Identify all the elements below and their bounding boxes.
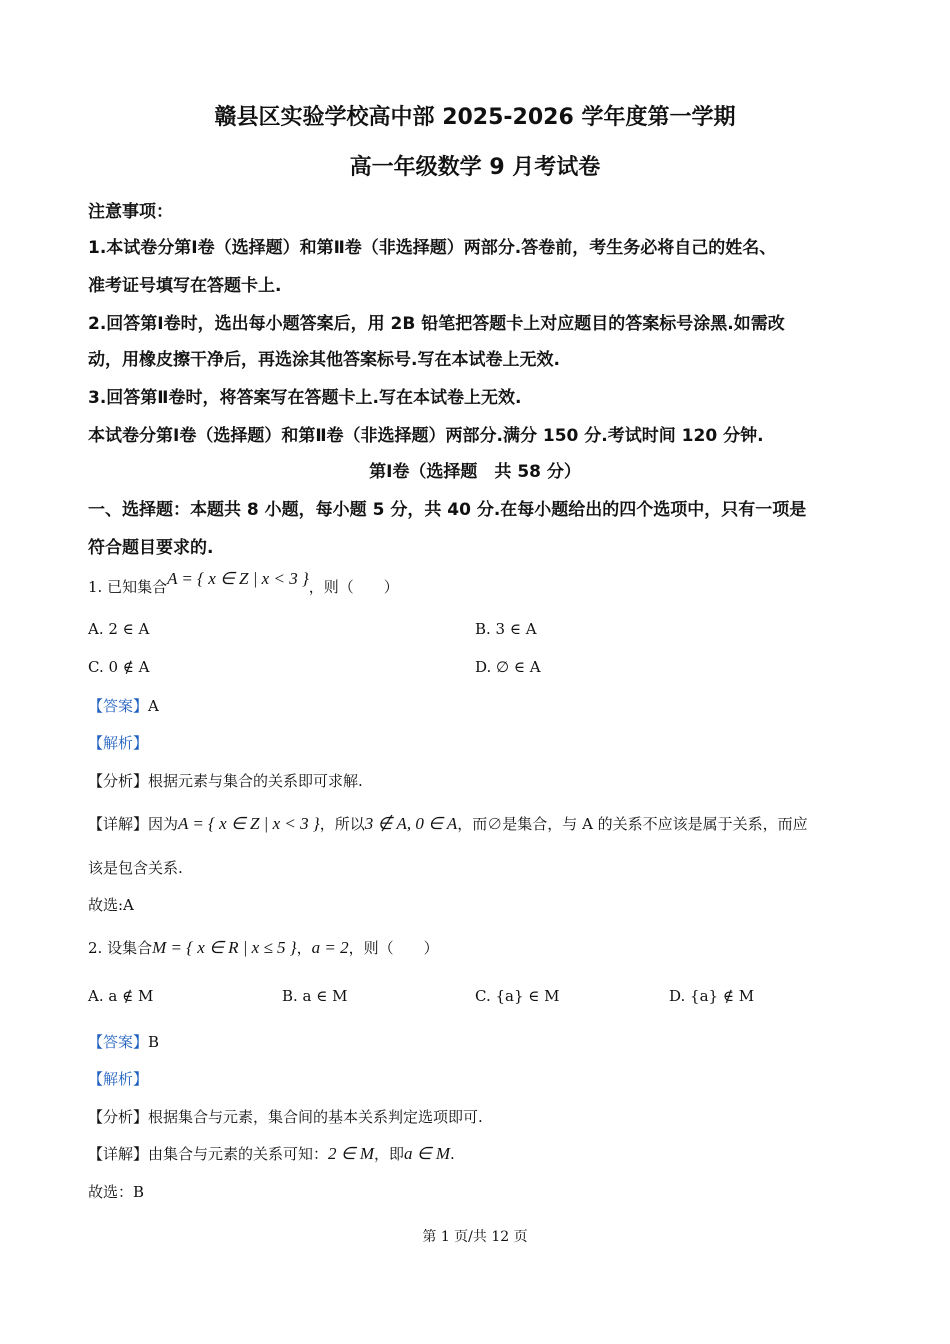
q1-fenxi-tag: 【分析】: [88, 772, 149, 790]
q2-choose: 故选：B: [88, 1183, 145, 1201]
q2-option-a: A. a ∉ M: [88, 987, 154, 1005]
notice-item-1-line-2: 准考证号填写在答题卡上.: [88, 276, 282, 296]
q2-answer: [88, 1031, 159, 1052]
q1-stem-math: A = { x ∈ Z | x < 3 }: [167, 569, 309, 588]
q1-stem-prefix: 1. 已知集合: [88, 578, 168, 596]
q1-detail: [88, 813, 808, 834]
notice-item-1-line-1: 1.本试卷分第Ⅰ卷（选择题）和第Ⅱ卷（非选择题）两部分.答卷前，考生务必将自己的姓名、: [88, 238, 777, 258]
q1-answer-tag: 【答案】: [88, 697, 149, 715]
q1-stem-suffix: ，则（ ）: [308, 578, 399, 596]
q2-stem-math: M = { x ∈ R | x ≤ 5 }: [152, 938, 297, 957]
q1-option-b: B. 3 ∈ A: [475, 620, 537, 638]
q1-fenxi-text: 根据元素与集合的关系即可求解.: [148, 772, 363, 790]
q2-answer-value: B: [148, 1033, 160, 1051]
q2-fenxi-tag: 【分析】: [88, 1108, 149, 1126]
q2-option-c: C. {a} ∈ M: [475, 987, 560, 1005]
q1-option-a: A. 2 ∈ A: [88, 620, 150, 638]
q2-answer-tag: 【答案】: [88, 1033, 149, 1051]
q2-stem-mid: ，: [296, 939, 312, 957]
q2-stem-suffix: ，则（ ）: [348, 939, 439, 957]
q2-fenxi-text: 根据集合与元素，集合间的基本关系判定选项即可.: [148, 1108, 483, 1126]
q1-analysis-tag: 【解析】: [88, 734, 149, 752]
q2-detail-math-2: a ∈ M: [404, 1144, 451, 1163]
q1-detail-text-3: ，而∅是集合，与 A 的关系不应该是属于关系，而应: [457, 815, 808, 833]
q1-detail-line-2: 该是包含关系.: [88, 859, 183, 877]
q2-option-b: B. a ∈ M: [282, 987, 348, 1005]
q1-detail-tag: 【详解】: [88, 815, 149, 833]
exam-summary: 本试卷分第Ⅰ卷（选择题）和第Ⅱ卷（非选择题）两部分.满分 150 分.考试时间 120 分钟.: [88, 426, 764, 446]
q2-detail-text-2: ，即: [374, 1145, 405, 1163]
notice-item-2-line-2: 动，用橡皮擦干净后，再选涂其他答案标号.写在本试卷上无效.: [88, 350, 560, 370]
q1-detail-text-2: ，所以: [319, 815, 365, 833]
q1-detail-text-1: 因为: [148, 815, 179, 833]
q2-detail: [88, 1143, 455, 1164]
section-heading: 第Ⅰ卷（选择题 共 58 分）: [369, 462, 581, 482]
section-instructions-line-1: 一、选择题：本题共 8 小题，每小题 5 分，共 40 分.在每小题给出的四个选项中，只有一项是: [88, 500, 807, 520]
q2-analysis-tag: 【解析】: [88, 1070, 149, 1088]
notice-item-2-line-1: 2.回答第Ⅰ卷时，选出每小题答案后，用 2B 铅笔把答题卡上对应题目的答案标号涂黑.如需改: [88, 314, 785, 334]
notice-heading: 注意事项：: [88, 202, 173, 222]
title-line-2: 高一年级数学 9 月考试卷: [349, 155, 601, 180]
q2-stem-prefix: 2. 设集合: [88, 939, 153, 957]
q1-stem: [88, 569, 399, 597]
q1-option-d: D. ∅ ∈ A: [475, 658, 541, 676]
q2-fenxi: [88, 1106, 483, 1127]
q1-answer-value: A: [148, 697, 159, 715]
q1-option-c: C. 0 ∉ A: [88, 658, 150, 676]
q2-stem: [88, 937, 439, 958]
q1-detail-math-1: A = { x ∈ Z | x < 3 }: [178, 814, 320, 833]
q2-option-d: D. {a} ∉ M: [669, 987, 755, 1005]
q1-answer: [88, 695, 159, 716]
q1-choose: 故选:A: [88, 896, 134, 914]
q2-detail-text-3: .: [450, 1145, 455, 1163]
q2-stem-math-2: a = 2: [311, 938, 349, 957]
q2-detail-text-1: 由集合与元素的关系可知：: [148, 1145, 329, 1163]
q2-detail-math-1: 2 ∈ M: [328, 1144, 375, 1163]
q1-fenxi: [88, 770, 363, 791]
q2-detail-tag: 【详解】: [88, 1145, 149, 1163]
title-line-1: 赣县区实验学校高中部 2025-2026 学年度第一学期: [214, 105, 736, 130]
q1-detail-math-2: 3 ∉ A, 0 ∈ A: [364, 814, 458, 833]
section-instructions-line-2: 符合题目要求的.: [88, 538, 214, 558]
page-footer: 第 1 页/共 12 页: [422, 1229, 528, 1245]
notice-item-3: 3.回答第Ⅱ卷时，将答案写在答题卡上.写在本试卷上无效.: [88, 388, 522, 408]
